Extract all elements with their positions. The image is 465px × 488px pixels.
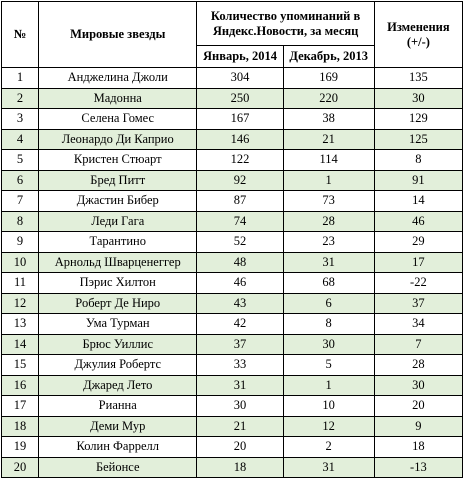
cell-jan: 31 [197,375,283,396]
cell-num: 15 [2,355,39,376]
cell-change: -13 [374,457,462,478]
cell-num: 12 [2,293,39,314]
cell-dec: 8 [283,314,374,335]
cell-change: 9 [374,416,462,437]
cell-change: 28 [374,355,462,376]
cell-jan: 30 [197,396,283,417]
cell-name: Анджелина Джоли [39,68,197,89]
cell-dec: 30 [283,334,374,355]
cell-change: 135 [374,68,462,89]
cell-dec: 1 [283,170,374,191]
cell-dec: 31 [283,457,374,478]
header-stars: Мировые звезды [39,2,197,68]
cell-num: 20 [2,457,39,478]
cell-jan: 33 [197,355,283,376]
cell-num: 1 [2,68,39,89]
cell-name: Джаред Лето [39,375,197,396]
table-row [2,437,463,458]
cell-num: 17 [2,396,39,417]
celebrity-mentions-table [1,1,463,478]
table-header [2,2,463,68]
cell-jan: 167 [197,109,283,130]
cell-name: Леди Гага [39,211,197,232]
table-row [2,375,463,396]
cell-dec: 73 [283,191,374,212]
cell-jan: 46 [197,273,283,294]
cell-jan: 250 [197,88,283,109]
cell-dec: 21 [283,129,374,150]
cell-jan: 146 [197,129,283,150]
cell-change: 18 [374,437,462,458]
cell-name: Пэрис Хилтон [39,273,197,294]
cell-num: 11 [2,273,39,294]
cell-dec: 68 [283,273,374,294]
cell-change: -22 [374,273,462,294]
cell-num: 2 [2,88,39,109]
cell-num: 5 [2,150,39,171]
table-row [2,293,463,314]
cell-jan: 52 [197,232,283,253]
cell-change: 29 [374,232,462,253]
cell-name: Леонардо Ди Каприо [39,129,197,150]
table-row [2,232,463,253]
cell-jan: 18 [197,457,283,478]
table-row [2,334,463,355]
cell-num: 6 [2,170,39,191]
cell-dec: 10 [283,396,374,417]
cell-name: Ума Турман [39,314,197,335]
cell-jan: 122 [197,150,283,171]
cell-change: 30 [374,88,462,109]
cell-name: Колин Фаррелл [39,437,197,458]
table-row [2,170,463,191]
cell-name: Рианна [39,396,197,417]
cell-jan: 87 [197,191,283,212]
cell-jan: 48 [197,252,283,273]
header-change-line2: (+/-) [406,34,430,49]
header-mentions-line2: Яндекс.Новости, за месяц [212,23,359,38]
cell-name: Джастин Бибер [39,191,197,212]
cell-dec: 5 [283,355,374,376]
cell-change: 7 [374,334,462,355]
cell-change: 91 [374,170,462,191]
table-row [2,416,463,437]
cell-num: 8 [2,211,39,232]
cell-num: 3 [2,109,39,130]
cell-change: 14 [374,191,462,212]
table-row [2,273,463,294]
cell-dec: 12 [283,416,374,437]
cell-dec: 28 [283,211,374,232]
cell-dec: 169 [283,68,374,89]
cell-jan: 74 [197,211,283,232]
cell-dec: 31 [283,252,374,273]
table-row [2,109,463,130]
header-jan: Январь, 2014 [197,46,283,68]
cell-jan: 37 [197,334,283,355]
cell-change: 34 [374,314,462,335]
cell-change: 125 [374,129,462,150]
table-row [2,355,463,376]
table-row [2,68,463,89]
cell-name: Мадонна [39,88,197,109]
cell-change: 8 [374,150,462,171]
cell-dec: 220 [283,88,374,109]
header-change-line1: Изменения [387,19,450,34]
table-row [2,129,463,150]
table-row [2,88,463,109]
cell-jan: 21 [197,416,283,437]
cell-num: 7 [2,191,39,212]
header-mentions [197,2,374,46]
cell-num: 14 [2,334,39,355]
cell-num: 13 [2,314,39,335]
cell-jan: 43 [197,293,283,314]
cell-num: 10 [2,252,39,273]
cell-jan: 20 [197,437,283,458]
cell-num: 16 [2,375,39,396]
cell-change: 20 [374,396,462,417]
cell-name: Кристен Стюарт [39,150,197,171]
cell-change: 129 [374,109,462,130]
table-row [2,457,463,478]
cell-change: 17 [374,252,462,273]
cell-name: Роберт Де Ниро [39,293,197,314]
cell-jan: 92 [197,170,283,191]
header-num: № [2,2,39,68]
cell-dec: 23 [283,232,374,253]
header-mentions-line1: Количество упоминаний в [210,8,361,23]
cell-name: Бейонсе [39,457,197,478]
cell-dec: 114 [283,150,374,171]
cell-name: Селена Гомес [39,109,197,130]
header-change [374,2,462,68]
cell-num: 19 [2,437,39,458]
table-row [2,314,463,335]
cell-name: Тарантино [39,232,197,253]
cell-num: 9 [2,232,39,253]
table-row [2,211,463,232]
cell-dec: 1 [283,375,374,396]
table-body [2,68,463,478]
cell-num: 4 [2,129,39,150]
cell-change: 30 [374,375,462,396]
table-row [2,191,463,212]
cell-name: Брюс Уиллис [39,334,197,355]
cell-dec: 2 [283,437,374,458]
cell-dec: 38 [283,109,374,130]
cell-dec: 6 [283,293,374,314]
cell-change: 46 [374,211,462,232]
header-dec: Декабрь, 2013 [283,46,374,68]
table-row [2,150,463,171]
cell-name: Бред Питт [39,170,197,191]
cell-change: 37 [374,293,462,314]
cell-name: Джулия Робертс [39,355,197,376]
cell-jan: 304 [197,68,283,89]
cell-name: Арнольд Шварценеггер [39,252,197,273]
cell-jan: 42 [197,314,283,335]
cell-name: Деми Мур [39,416,197,437]
cell-num: 18 [2,416,39,437]
table-row [2,252,463,273]
table-row [2,396,463,417]
